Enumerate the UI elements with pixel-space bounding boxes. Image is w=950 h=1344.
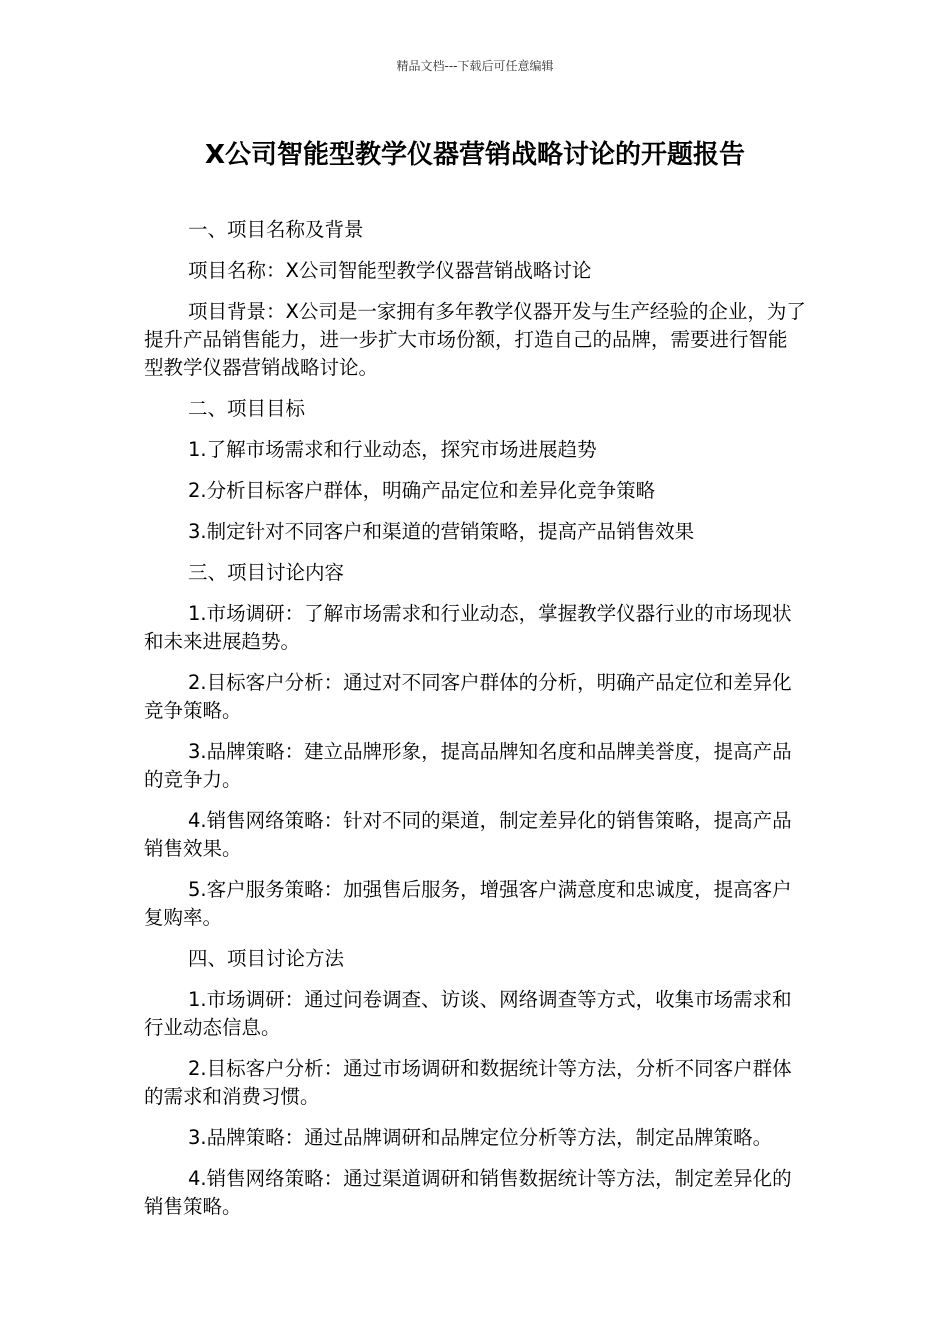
method-item: 2.目标客户分析：通过市场调研和数据统计等方法，分析不同客户群体的需求和消费习惯。 xyxy=(144,1057,792,1108)
content-item: 4.销售网络策略：针对不同的渠道，制定差异化的销售策略，提高产品销售效果。 xyxy=(144,809,792,860)
method-item: 3.品牌策略：通过品牌调研和品牌定位分析等方法，制定品牌策略。 xyxy=(188,1126,773,1149)
document-body xyxy=(144,216,806,1234)
method-item: 1.市场调研：通过问卷调查、访谈、网络调查等方式，收集市场需求和行业动态信息。 xyxy=(144,988,792,1039)
project-name-paragraph: 项目名称：X公司智能型教学仪器营销战略讨论 xyxy=(188,259,592,282)
method-item: 4.销售网络策略：通过渠道调研和销售数据统计等方法，制定差异化的销售策略。 xyxy=(144,1167,792,1218)
content-item: 3.品牌策略：建立品牌形象，提高品牌知名度和品牌美誉度，提高产品的竞争力。 xyxy=(144,740,792,791)
section-heading-content: 三、项目讨论内容 xyxy=(188,561,345,584)
section-heading-methods: 四、项目讨论方法 xyxy=(188,947,345,970)
goal-item: 2.分析目标客户群体，明确产品定位和差异化竞争策略 xyxy=(188,479,656,502)
section-heading-goals: 二、项目目标 xyxy=(188,397,306,420)
content-item: 5.客户服务策略：加强售后服务，增强客户满意度和忠诚度，提高客户复购率。 xyxy=(144,878,792,929)
section-heading-background: 一、项目名称及背景 xyxy=(188,218,364,241)
document-title: X公司智能型教学仪器营销战略讨论的开题报告 xyxy=(204,140,746,170)
goal-item: 1.了解市场需求和行业动态，探究市场进展趋势 xyxy=(188,438,597,461)
content-item: 2.目标客户分析：通过对不同客户群体的分析，明确产品定位和差异化竞争策略。 xyxy=(144,671,792,722)
goal-item: 3.制定针对不同客户和渠道的营销策略，提高产品销售效果 xyxy=(188,520,695,543)
project-background-paragraph: 项目背景：X公司是一家拥有多年教学仪器开发与生产经验的企业，为了提升产品销售能力，进一步扩大市场份额，打造自己的品牌，需要进行智能型教学仪器营销战略讨论。 xyxy=(144,300,806,379)
content-item: 1.市场调研：了解市场需求和行业动态，掌握教学仪器行业的市场现状和未来进展趋势。 xyxy=(144,602,792,653)
header-note: 精品文档---下载后可任意编辑 xyxy=(396,59,554,73)
